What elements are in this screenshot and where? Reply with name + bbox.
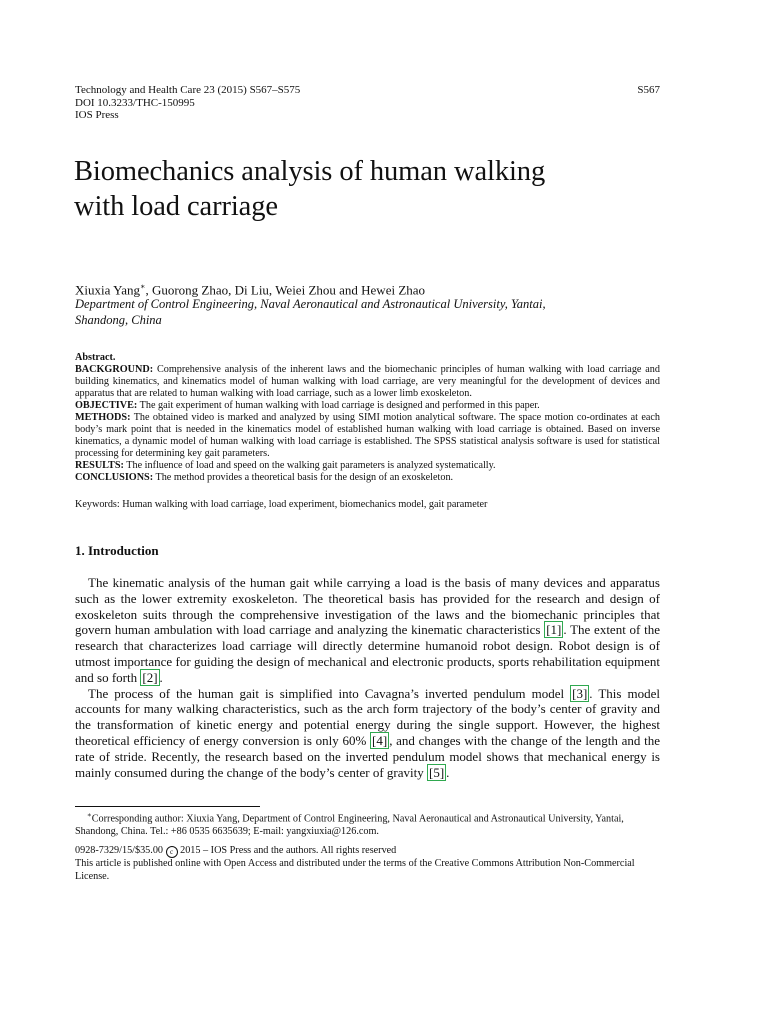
affiliation-line-1: Department of Control Engineering, Naval Aeronautical and Astronautical University, Yantai,: [75, 297, 546, 311]
journal-header: [75, 84, 300, 122]
copyright-price: 0928-7329/15/$35.00: [75, 845, 164, 856]
citation-link-2[interactable]: [2]: [142, 669, 158, 685]
paper-title: [74, 154, 545, 224]
license-text: This article is published online with Open Access and distributed under the terms of the Creative Commons Attribution Non-Commercial License.: [75, 858, 635, 882]
objective-text: The gait experiment of human walking with load carriage is designed and performed in this paper.: [137, 400, 540, 411]
abstract-background: [75, 364, 660, 400]
abstract: [75, 352, 660, 484]
section-heading-introduction: 1. Introduction: [75, 543, 159, 558]
copyright-block: [75, 845, 660, 883]
background-label: BACKGROUND:: [75, 364, 154, 375]
copyright-symbol: c: [166, 846, 178, 858]
title-line-2: with load carriage: [74, 191, 278, 222]
conclusions-label: CONCLUSIONS:: [75, 472, 154, 483]
conclusions-text: The method provides a theoretical basis for the design of an exoskeleton.: [153, 472, 454, 483]
citation-link-3[interactable]: [3]: [572, 685, 588, 701]
intro-p2-text-c: , and changes with the change of the length and the rate of stride. Recently, the research based on the inverted pendulum model shows that mechanical energy is mainly consumed during the change of the body’s center of gravity: [75, 732, 660, 780]
intro-p2-text-d: .: [446, 764, 450, 780]
footnote: [75, 809, 660, 838]
citation-link-4[interactable]: [4]: [372, 732, 388, 748]
abstract-objective: [75, 400, 660, 412]
footnote-text: Corresponding author: Xiuxia Yang, Department of Control Engineering, Naval Aeronautical and Astronautical University, Yantai, Shandong, China. Tel.: +86 0535 6635639; E-mail: yangxiuxia@126.com.: [75, 813, 624, 837]
footnote-star: ∗: [87, 811, 92, 819]
methods-text: The obtained video is marked and analyzed by using SIMI motion analytical software. The space motion co-ordinates at each body’s mark point that is needed in the kinematics model of established human walking with load carriage is obtained. Based on inverse kinematics, a dynamic model of human walking with load carriage is established. The SPSS statistical analysis software is used for statistical processing for determining key gait parameters.: [75, 412, 660, 459]
doi: DOI 10.3233/THC-150995: [75, 96, 195, 109]
abstract-methods: [75, 412, 660, 460]
affiliation-line-2: Shandong, China: [75, 313, 162, 327]
abstract-heading: Abstract.: [75, 352, 116, 363]
title-line-1: Biomechanics analysis of human walking: [74, 156, 546, 187]
publisher: IOS Press: [75, 109, 119, 121]
intro-p1-text-a: The kinematic analysis of the human gait while carrying a load is the basis of many devices and apparatus such as the lower extremity exoskeleton. The theoretical basis has provided for the research and design of exoskeleton suits through the comprehensive investigation of the laws and the biomechanic principles that govern human ambulation with load carriage and analyzing the kinematic characteristics: [75, 575, 660, 638]
results-label: RESULTS:: [75, 460, 124, 471]
affiliation: [75, 296, 546, 328]
objective-label: OBJECTIVE:: [75, 400, 138, 411]
abstract-conclusions: [75, 472, 660, 484]
footnote-rule: [75, 806, 260, 807]
methods-label: METHODS:: [75, 412, 131, 423]
citation-link-1[interactable]: [1]: [546, 622, 562, 638]
intro-p1-text-b: . The extent of the research that characterizes load carriage will directly determine humanoid robot design. Robot design is of utmost importance for guiding the design of mechanical and electronic products, sports rehabilitation equipment and so forth: [75, 622, 660, 685]
intro-p2-text-b: . This model accounts for many walking characteristics, such as the arch form trajectory of the body’s center of gravity and the transformation of kinetic energy and potential energy during the single support. However, the highest theoretical efficiency of energy conversion is only 60%: [75, 685, 660, 748]
copyright-rights: 2015 – IOS Press and the authors. All rights reserved: [180, 845, 397, 856]
citation-link-5[interactable]: [5]: [428, 764, 445, 780]
author-rest: , Guorong Zhao, Di Liu, Weiei Zhou and Hewei Zhao: [145, 282, 426, 298]
intro-paragraph-2: [75, 686, 660, 781]
abstract-results: [75, 460, 660, 472]
page-number: S567: [637, 84, 660, 96]
author-first: Xiuxia Yang: [75, 282, 141, 298]
introduction-body: [75, 575, 660, 780]
background-text: Comprehensive analysis of the inherent laws and the biomechanic principles of human walking with load carriage and building kinematics, and kinematics model of human walking with load carriage, are very meaningful for the development of devices and apparatus that are related to human walking with load carriage, such as a lower limb exoskeleton.: [75, 364, 660, 399]
intro-p1-text-c: .: [159, 669, 163, 685]
intro-p2-text-a: The process of the human gait is simplified into Cavagna’s inverted pendulum model: [88, 685, 571, 701]
results-text: The influence of load and speed on the walking gait parameters is analyzed systematically.: [123, 460, 496, 471]
author-star: ∗: [140, 282, 146, 291]
intro-paragraph-1: [75, 575, 660, 686]
keywords: Keywords: Human walking with load carriage, load experiment, biomechanics model, gait parameter: [75, 499, 488, 510]
journal-citation: Technology and Health Care 23 (2015) S567–S575: [75, 84, 301, 96]
